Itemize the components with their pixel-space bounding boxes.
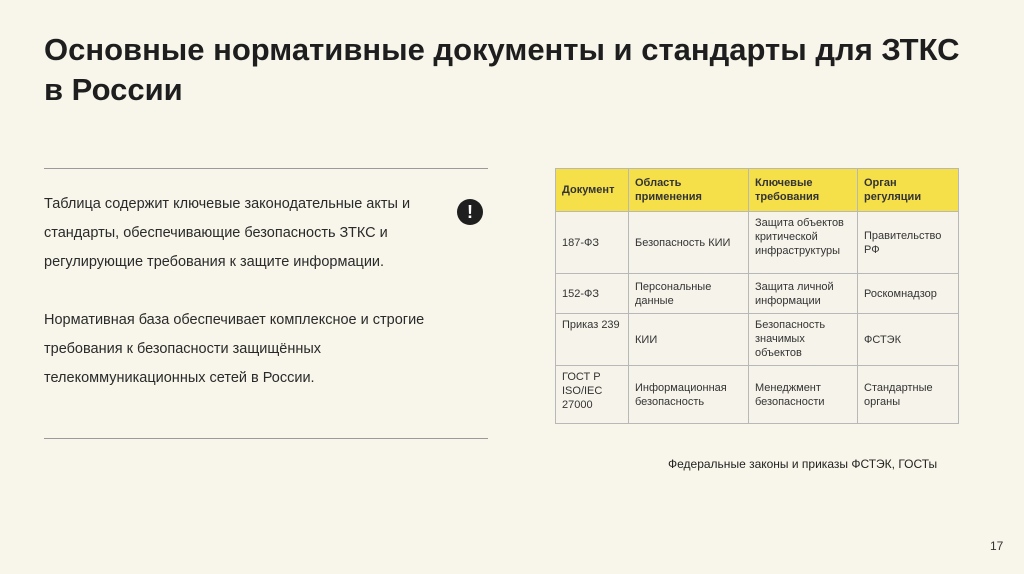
header-requirements: Ключевые требования <box>749 169 858 212</box>
header-scope: Область применения <box>629 169 749 212</box>
table-cell: Персональные данные <box>629 274 749 314</box>
table-row <box>556 366 959 424</box>
table-cell: Информационная безопасность <box>629 366 749 424</box>
divider-bottom <box>44 438 488 439</box>
table-cell: 187-ФЗ <box>556 212 629 274</box>
table-cell: 152-ФЗ <box>556 274 629 314</box>
table-caption: Федеральные законы и приказы ФСТЭК, ГОСТы <box>668 457 938 471</box>
table-header-row <box>556 169 959 212</box>
table-cell: Безопасность КИИ <box>629 212 749 274</box>
paragraph-intro: Таблица содержит ключевые законодательные акты и стандарты, обеспечивающие безопасность ЗТКС и регулирующие требования к защите информации. <box>44 196 411 270</box>
header-regulator: Орган регуляции <box>858 169 959 212</box>
standards-table <box>555 168 959 424</box>
table-cell: Стандартные органы <box>858 366 959 424</box>
table-cell: ФСТЭК <box>858 314 959 366</box>
table-row <box>556 314 959 366</box>
table-cell: Роскомнадзор <box>858 274 959 314</box>
table-row <box>556 274 959 314</box>
paragraph-summary: Нормативная база обеспечивает комплексное и строгие требования к безопасности защищённых телекоммуникационных сетей в России. <box>44 312 425 386</box>
divider-top <box>44 168 488 169</box>
table-cell: Безопасность значимых объектов <box>749 314 858 366</box>
standards-table-container <box>555 168 959 424</box>
page-number: 17 <box>990 539 1004 553</box>
table-cell: Менеджмент безопасности <box>749 366 858 424</box>
slide-title: Основные нормативные документы и стандарты для ЗТКС в России <box>44 32 960 107</box>
table-cell: Приказ 239 <box>556 314 629 366</box>
header-document: Документ <box>556 169 629 212</box>
table-row <box>556 212 959 274</box>
table-cell: Защита личной информации <box>749 274 858 314</box>
table-cell: КИИ <box>629 314 749 366</box>
exclamation-icon: ! <box>457 199 483 225</box>
table-cell: ГОСТ Р ISO/IEC 27000 <box>556 366 629 424</box>
table-cell: Правительство РФ <box>858 212 959 274</box>
table-cell: Защита объектов критической инфраструктуры <box>749 212 858 274</box>
